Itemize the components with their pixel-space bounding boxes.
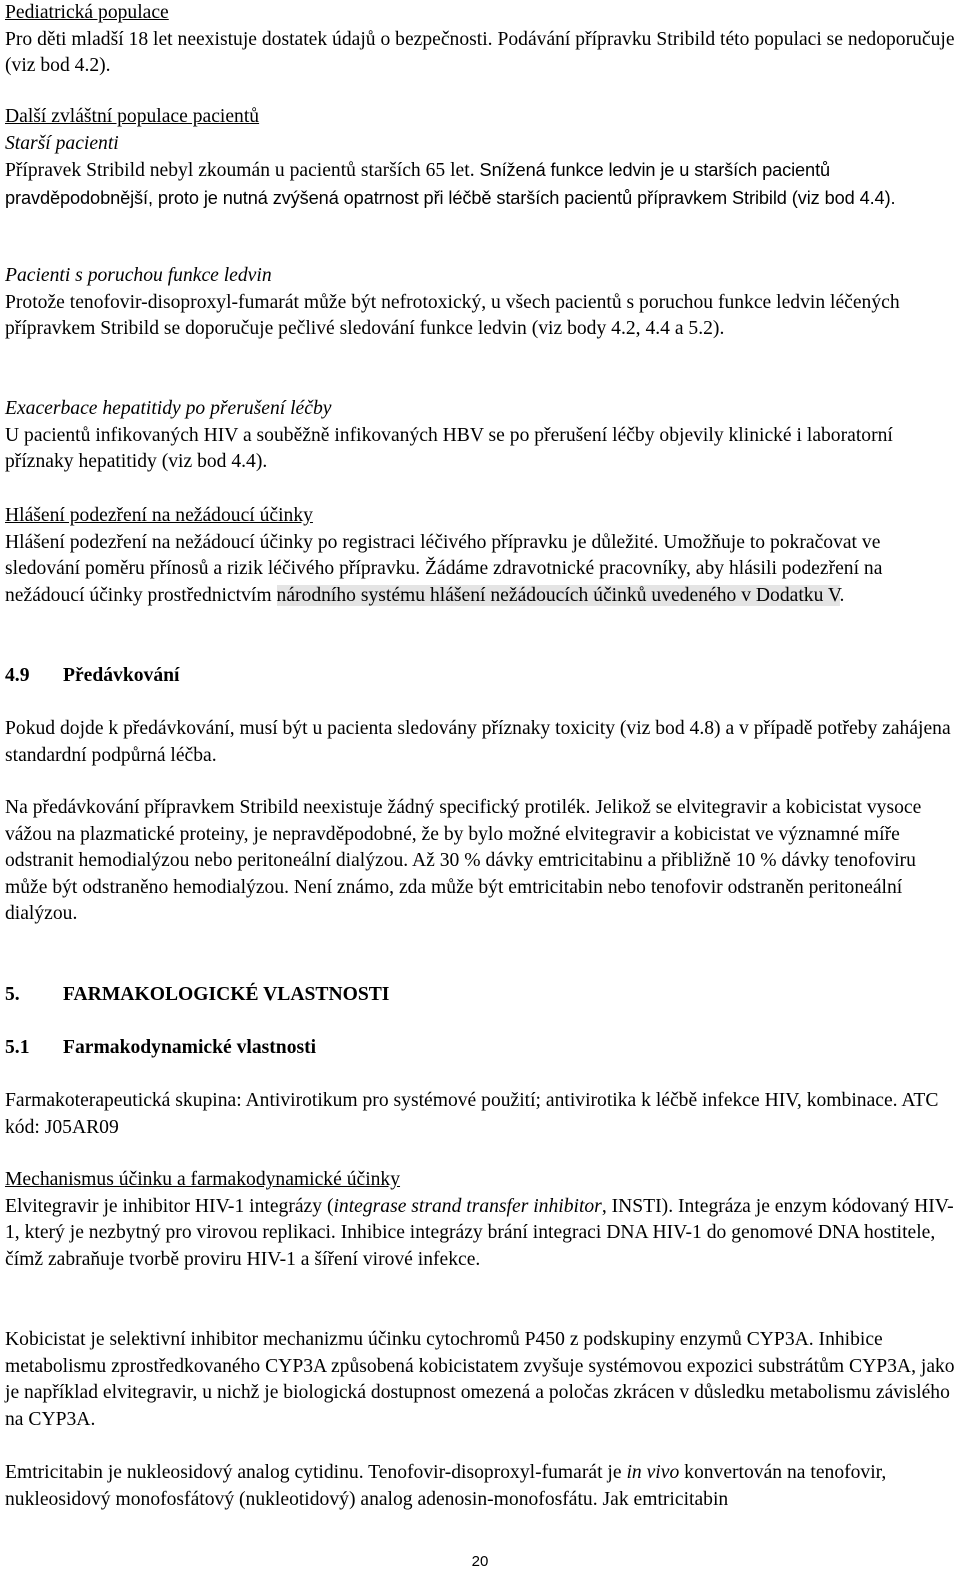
pediatric-section [5,0,955,80]
cobicistat-text: Kobicistat je selektivní inhibitor mechanizmu účinku cytochromů P450 z podskupiny enzymů CYP3A. Inhibice metabolismu zprostředkovaného CYP3A způsobená kobicistatem zvyšuje systémovou expozici substrátům CYP3A, jako je například elvitegravir, u nichž je biologická dostupnost omezená a poločas zkrácen v důsledku metabolismu závislého na CYP3A. [5,1329,955,1430]
overdose-text-2: Na předávkování přípravkem Stribild neexistuje žádný specifický protilék. Jelikož se elvitegravir a kobicistat vysoce vážou na plazmatické proteiny, je nepravděpodobné, že by bylo možné elvitegravir a kobicistat ve významné míře odstranit hemodialýzou nebo peritoneální dialýzou. Až 30 % dávky emtricitabinu a přibližně 10 % dávky tenofoviru může být odstraněno hemodialýzou. Není známo, zda může být emtricitabin nebo tenofovir odstraněn peritoneální dialýzou. [5,797,922,925]
elderly-heading: Starší pacienti [5,132,119,154]
hepatitis-text: U pacientů infikovaných HIV a souběžně infikovaných HBV se po přerušení léčby objevily klinické i laboratorní příznaky hepatitidy (viz bod 4.4). [5,424,893,473]
mechanism-text-italic: integrase strand transfer inhibitor [333,1195,602,1217]
reporting-link[interactable]: národního systému hlášení nežádoucích účinků uvedeného v Dodatku V [276,584,840,606]
elderly-text-a: Přípravek Stribild nebyl zkoumán u pacientů starších 65 let. [5,160,475,182]
overdose-para-2 [5,795,955,928]
mechanism-section [5,1167,955,1273]
section-5-1-number: 5.1 [5,1037,30,1058]
overdose-para-1 [5,716,955,769]
special-populations-section [5,104,955,212]
mechanism-heading: Mechanismus účinku a farmakodynamické účinky [5,1169,401,1190]
reporting-text-before: Hlášení podezření na nežádoucí účinky po registraci léčivého přípravku je důležité. Umožňuje to pokračovat ve sledování poměru přínosů a rizik léčivého přípravku. Žádáme zdravotnické pracovníky, aby hlásili podezření na nežádoucí účinky prostřednictvím [5,531,883,606]
reporting-text [5,530,955,610]
elderly-text-b: Snížená funkce ledvin je u starších pacientů pravděpodobnější, proto je nutná zvýšená opatrnost při léčbě starších pacientů přípravkem Stribild (viz bod 4.4). [5,160,896,208]
emtricitabine-text [5,1460,955,1513]
emtricitabine-text-italic: in vivo [626,1462,680,1483]
pediatric-heading: Pediatrická populace [5,2,169,23]
emtricitabine-text-a: Emtricitabin je nukleosidový analog cytidinu. Tenofovir-disoproxyl-fumarát je [5,1462,627,1483]
cobicistat-para [5,1327,955,1433]
overdose-text-1: Pokud dojde k předávkování, musí být u pacienta sledovány příznaky toxicity (viz bod 4.8) a v případě potřeby zahájena standardní podpůrná léčba. [5,718,951,766]
renal-text: Protože tenofovir-disoproxyl-fumarát může být nefrotoxický, u všech pacientů s poruchou funkce ledvin léčených přípravkem Stribild se doporučuje pečlivé sledování funkce ledvin (viz body 4.2, 4.4 a 5.2). [5,291,900,340]
hepatitis-heading: Exacerbace hepatitidy po přerušení léčby [5,398,332,419]
emtricitabine-text-b: konvertován na tenofovir, nukleosidový monofosfátový (nukleotidový) analog adenosin-monofosfátu. Jak emtricitabin [5,1462,887,1510]
reporting-section [5,503,955,609]
section-4-9-heading [5,663,955,690]
reporting-heading: Hlášení podezření na nežádoucí účinky [5,505,313,526]
section-5-1-title: Farmakodynamické vlastnosti [63,1037,317,1058]
elderly-text [5,157,955,212]
renal-section [5,263,955,343]
section-4-9-title: Předávkování [63,665,180,686]
emtricitabine-para [5,1460,955,1513]
section-5-title: FARMAKOLOGICKÉ VLASTNOSTI [63,984,390,1005]
pediatric-text: Pro děti mladší 18 let neexistuje dostatek údajů o bezpečnosti. Podávání přípravku Stribild této populaci se nedoporučuje (viz bod 4.2). [5,28,955,77]
section-5-heading [5,982,955,1009]
pharmacotherapeutic-group-text: Farmakoterapeutická skupina: Antivirotikum pro systémové použití; antivirotika k léčbě infekce HIV, kombinace. ATC kód: J05AR09 [5,1090,939,1138]
reporting-text-after: . [839,584,845,606]
section-5-number: 5. [5,984,20,1005]
mechanism-text [5,1194,955,1274]
section-4-9-number: 4.9 [5,665,30,686]
section-5-1-heading [5,1035,955,1062]
pharmacotherapeutic-group [5,1088,955,1141]
page-number: 20 [471,1553,489,1570]
special-populations-heading: Další zvláštní populace pacientů [5,106,260,127]
mechanism-text-a: Elvitegravir je inhibitor HIV-1 integrázy ( [5,1195,334,1217]
mechanism-text-b: , INSTI). Integráza je enzym kódovaný HIV-1, který je nezbytný pro virovou replikaci. Inhibice integrázy brání integraci DNA HIV-1 do genomové DNA hostitele, čímž zabraňuje tvorbě proviru HIV-1 a šíření virové infekce. [5,1195,954,1270]
renal-heading: Pacienti s poruchou funkce ledvin [5,265,272,286]
hepatitis-section [5,396,955,476]
